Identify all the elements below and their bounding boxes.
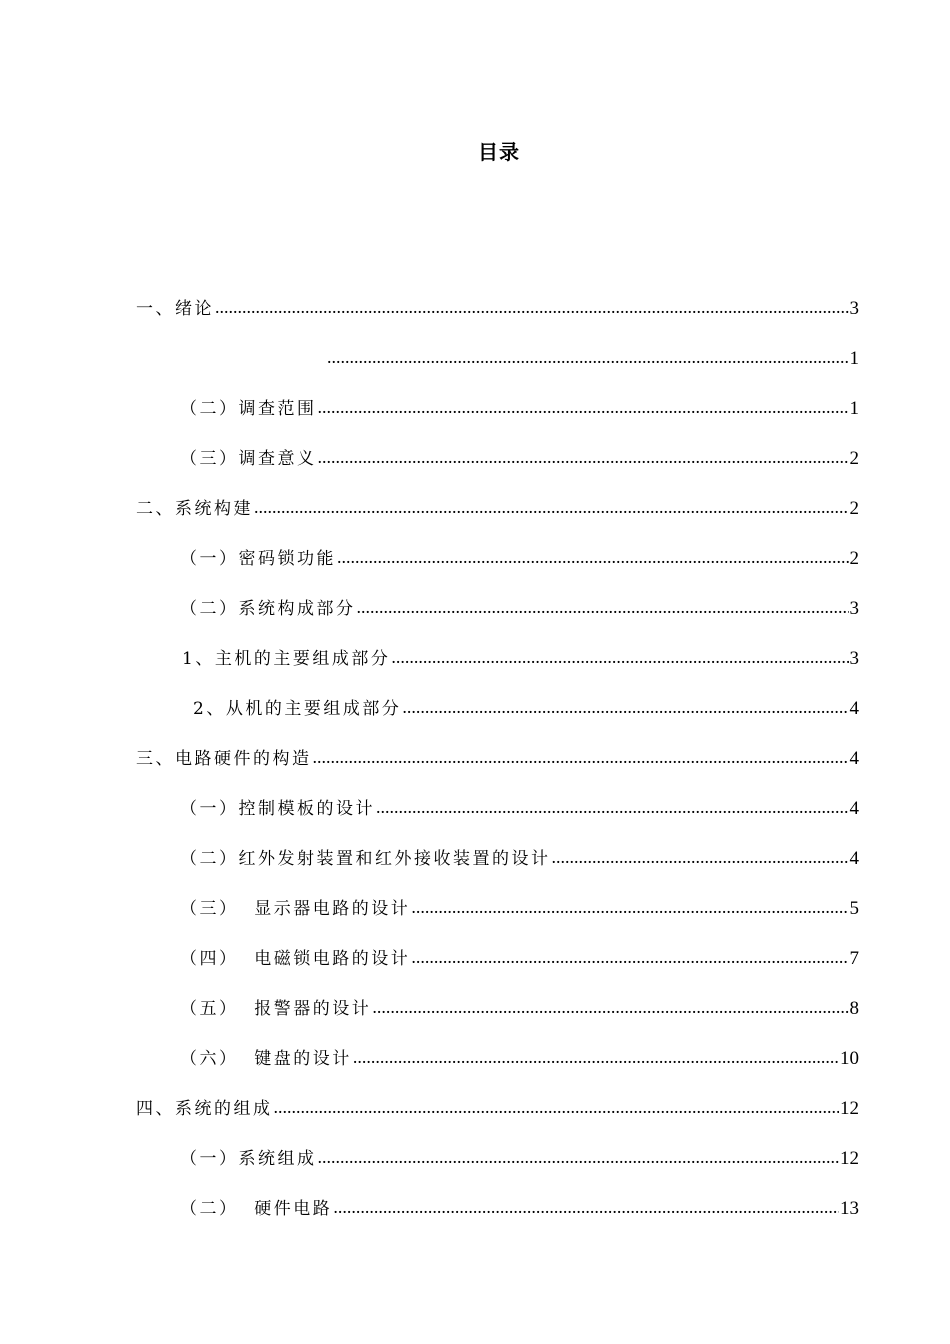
toc-page-number: 10 [840, 1048, 859, 1069]
toc-page-number: 4 [849, 848, 859, 869]
toc-dot-leader [391, 644, 848, 674]
toc-entry[interactable] [0, 434, 950, 484]
toc-entry-label: （三）调查意义 [180, 444, 317, 474]
toc-dot-leader [411, 944, 848, 974]
toc-entry-label: （四） 电磁锁电路的设计 [180, 944, 410, 974]
toc-dot-leader [274, 1094, 840, 1124]
toc-dot-leader [333, 1194, 839, 1224]
toc-entry[interactable] [0, 484, 950, 534]
toc-entry-label: （六） 键盘的设计 [180, 1044, 352, 1074]
toc-page-number: 7 [849, 948, 859, 969]
toc-entry[interactable] [0, 384, 950, 434]
toc-page-number: 2 [849, 548, 859, 569]
toc-dot-leader [215, 294, 849, 324]
toc-list [0, 284, 950, 1234]
toc-dot-leader [337, 544, 849, 574]
toc-dot-leader [372, 994, 848, 1024]
toc-page-number: 8 [849, 998, 859, 1019]
toc-entry-label: （一）密码锁功能 [180, 544, 336, 574]
toc-entry-label: 1、主机的主要组成部分 [182, 644, 390, 674]
toc-entry[interactable] [0, 634, 950, 684]
toc-dot-leader [552, 844, 849, 874]
toc-page-number: 1 [849, 398, 859, 419]
toc-entry[interactable] [0, 1134, 950, 1184]
toc-entry[interactable] [0, 784, 950, 834]
toc-entry[interactable] [0, 884, 950, 934]
toc-page-number: 13 [840, 1198, 859, 1219]
toc-page-number: 5 [849, 898, 859, 919]
toc-page-number: 4 [849, 748, 859, 769]
toc-page-number: 3 [849, 598, 859, 619]
toc-dot-leader [402, 694, 848, 724]
toc-page-number: 2 [849, 448, 859, 469]
toc-page-number: 12 [840, 1098, 859, 1119]
toc-entry-label: （五） 报警器的设计 [180, 994, 371, 1024]
toc-entry[interactable] [0, 1034, 950, 1084]
toc-entry-label: （三） 显示器电路的设计 [180, 894, 410, 924]
toc-dot-leader [327, 344, 849, 374]
toc-entry-label: （二） 硬件电路 [180, 1194, 332, 1224]
toc-dot-leader [376, 794, 849, 824]
toc-dot-leader [318, 1144, 840, 1174]
toc-page-number: 12 [840, 1148, 859, 1169]
toc-dot-leader [318, 394, 849, 424]
toc-entry-label: 二、系统构建 [136, 494, 253, 524]
toc-entry-label: 四、系统的组成 [136, 1094, 273, 1124]
toc-dot-leader [411, 894, 848, 924]
toc-entry[interactable] [0, 684, 950, 734]
toc-page-number: 3 [849, 648, 859, 669]
toc-entry[interactable] [0, 1084, 950, 1134]
toc-entry[interactable] [0, 534, 950, 584]
toc-entry[interactable] [0, 334, 950, 384]
toc-dot-leader [357, 594, 849, 624]
toc-page-number: 4 [849, 798, 859, 819]
toc-entry[interactable] [0, 734, 950, 784]
toc-dot-leader [313, 744, 849, 774]
toc-entry-label: （二）系统构成部分 [180, 594, 356, 624]
toc-page-number: 2 [849, 498, 859, 519]
toc-entry-label: 2、从机的主要组成部分 [193, 694, 401, 724]
toc-page-number: 4 [849, 698, 859, 719]
toc-entry[interactable] [0, 934, 950, 984]
toc-dot-leader [353, 1044, 839, 1074]
toc-entry-label: （一）系统组成 [180, 1144, 317, 1174]
toc-entry[interactable] [0, 584, 950, 634]
toc-title: 目录 [478, 140, 520, 164]
toc-entry-label: 一、绪论 [136, 294, 214, 324]
toc-entry[interactable] [0, 834, 950, 884]
toc-page-number: 1 [849, 348, 859, 369]
toc-entry[interactable] [0, 984, 950, 1034]
toc-entry-label: （一）控制模板的设计 [180, 794, 375, 824]
toc-entry-label: 三、电路硬件的构造 [136, 744, 312, 774]
toc-entry[interactable] [0, 284, 950, 334]
toc-dot-leader [254, 494, 849, 524]
toc-dot-leader [318, 444, 849, 474]
toc-entry-label: （二）调查范围 [180, 394, 317, 424]
toc-entry-label: （二）红外发射装置和红外接收装置的设计 [180, 844, 551, 874]
toc-page-number: 3 [849, 298, 859, 319]
toc-entry[interactable] [0, 1184, 950, 1234]
